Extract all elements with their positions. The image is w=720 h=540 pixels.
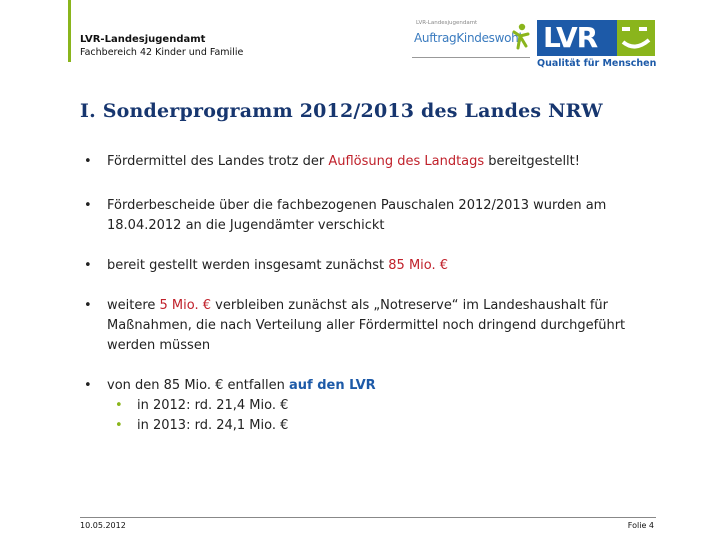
b4-text: weitere <box>107 298 160 313</box>
sub-item-2013: in 2013: rd. 24,1 Mio. € <box>137 418 289 433</box>
bullet-dot: • <box>84 298 92 313</box>
footer-date: 10.05.2012 <box>80 521 126 530</box>
sub-bullet-dot: • <box>115 398 123 413</box>
sub-bullet-dot: • <box>115 418 123 433</box>
lvr-logo <box>537 20 655 70</box>
b1-highlight: Auflösung des Landtags <box>328 154 485 169</box>
b1-text: Fördermittel des Landes trotz der <box>107 154 329 169</box>
org-subtitle: Fachbereich 42 Kinder und Familie <box>80 47 244 58</box>
sub-item-2012: in 2012: rd. 21,4 Mio. € <box>137 398 289 413</box>
kw-logo-underline <box>412 57 530 58</box>
b2-text: Förderbescheide über die fachbezogenen Pauschalen 2012/2013 wurden am 18.04.2012 an die Jugendämter verschickt <box>107 198 607 233</box>
b3-highlight: 85 Mio. € <box>388 258 449 273</box>
bullet-dot: • <box>84 378 92 393</box>
b4-highlight: 5 Mio. € <box>159 298 212 313</box>
auftrag-kindeswohl-logo <box>412 20 532 60</box>
sub-list-item <box>115 396 667 416</box>
b3-text: bereit gestellt werden insgesamt zunächst <box>107 258 389 273</box>
bullet-dot: • <box>84 198 92 213</box>
footer-divider <box>80 517 656 518</box>
footer-slide-number: Folie 4 <box>627 521 654 530</box>
bullet-dot: • <box>84 154 92 169</box>
lvr-logo-text: LVR <box>543 21 598 54</box>
b5-text: von den 85 Mio. € entfallen <box>107 378 290 393</box>
kw-logo-word: AuftragKindeswohl <box>414 31 522 45</box>
b5-highlight: auf den LVR <box>289 378 376 393</box>
sub-list-item <box>115 416 667 436</box>
kw-logo-caption: LVR-Landesjugendamt <box>416 20 478 26</box>
b1-text-end: bereitgestellt! <box>484 154 580 169</box>
lvr-face-icon <box>617 20 655 56</box>
org-name: LVR-Landesjugendamt <box>80 34 206 45</box>
child-figure-icon <box>508 22 532 50</box>
bullet-dot: • <box>84 258 92 273</box>
lvr-tagline: Qualität für Menschen <box>537 58 657 69</box>
b4-text-end: verbleiben zunächst als „Notreserve“ im Landeshaushalt für Maßnahmen, die nach Verteilung aller Fördermittel noch dringend durchgeführt werden müssen <box>107 298 626 353</box>
org-block <box>80 33 243 59</box>
slide-title: I. Sonderprogramm 2012/2013 des Landes NRW <box>80 100 603 122</box>
header-accent-bar <box>68 0 71 62</box>
